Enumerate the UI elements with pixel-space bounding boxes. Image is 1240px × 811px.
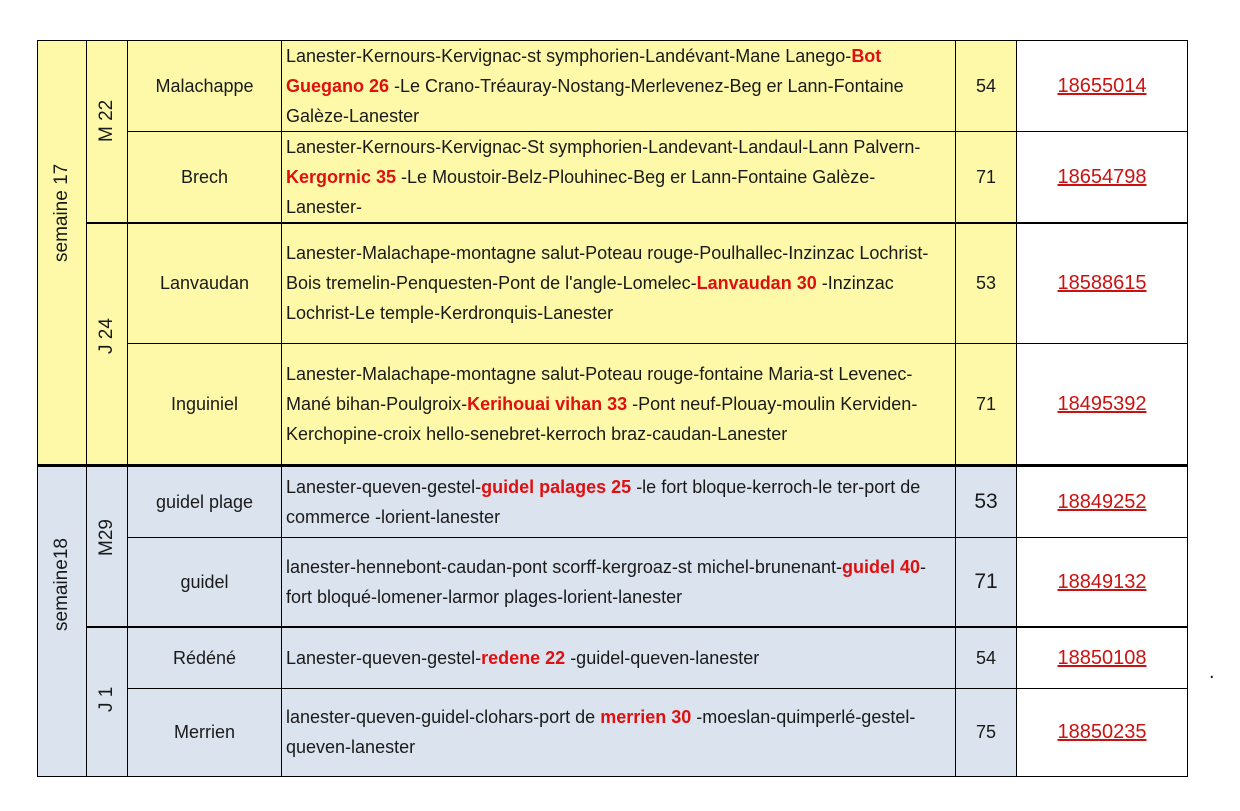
route-code-link[interactable]: 18655014 [1057,75,1147,97]
destination-cell: Rédéné [128,627,282,688]
route-code-cell [1017,465,1188,537]
table-row [38,343,1188,465]
highlight-stop: guidel palages 25 [481,476,632,497]
day-cell [87,223,128,465]
route-cell: lanester-hennebont-caudan-pont scorff-kergroaz-st michel-brunenant-guidel 40-fort bloqué-lomener-larmor plages-lorient-lanester [282,537,956,627]
route-cell: Lanester-queven-gestel-guidel palages 25 -le fort bloque-kerroch-le ter-port de commerce -lorient-lanester [282,465,956,537]
highlight-stop: Kergornic 35 [286,167,397,187]
destination-cell: guidel plage [128,465,282,537]
destination-cell: Brech [128,132,282,224]
destination-cell: Malachappe [128,41,282,132]
day-cell [87,627,128,776]
trailing-mark: . [1209,661,1215,683]
route-code-link[interactable]: 18588615 [1057,272,1147,295]
route-code-link[interactable]: 18850108 [1057,646,1147,669]
highlight-stop: Kerihouai vihan 33 [467,393,628,414]
route-code-cell [1017,343,1188,465]
route-code-link[interactable]: 18849252 [1057,490,1147,513]
highlight-stop: Bot Gueganо 26 [286,46,882,96]
route-cell: Lanester-Kernours-Kervignac-St symphorien-Landevant-Landaul-Lann Palvern-Kergornic 35 -Le Moustoir-Belz-Plouhinec-Beg er Lann-Fontaine Galèze-Lanester- [282,132,956,224]
highlight-stop: Lanvaudan 30 [696,273,817,294]
day-label: J 1 [96,686,117,712]
day-label: M29 [96,519,117,557]
day-cell [87,41,128,224]
table-row [38,537,1188,627]
schedule-table [37,40,1188,777]
table-row [38,223,1188,343]
route-code-cell [1017,41,1188,132]
highlight-stop: merrien 30 [600,707,692,727]
distance-cell: 71 [956,537,1017,627]
route-code-cell [1017,537,1188,627]
day-cell [87,465,128,627]
distance-cell: 53 [956,465,1017,537]
table-row [38,132,1188,224]
distance-cell: 54 [956,41,1017,132]
route-code-link[interactable]: 18654798 [1057,166,1147,188]
route-cell: Lanester-Malachape-montagne salut-Poteau rouge-fontaine Maria-st Levenec-Mané bihan-Poulgroix-Kerihouai vihan 33 -Pont neuf-Plouay-moulin Kerviden-Kerchopine-croix hello-senebret-kerroch braz-caudan-Lanester [282,343,956,465]
distance-cell: 71 [956,132,1017,224]
highlight-stop: guidel 40 [841,556,921,577]
route-code-cell [1017,627,1188,688]
distance-cell: 75 [956,688,1017,776]
route-code-link[interactable]: 18850235 [1057,721,1147,743]
route-cell: lanester-queven-guidel-clohars-port de merrien 30 -moeslan-quimperlé-gestel-queven-lanester [282,688,956,776]
week-cell [38,465,87,776]
route-cell: Lanester-queven-gestel-redene 22 -guidel-queven-lanester [282,627,956,688]
week-cell [38,41,87,466]
destination-cell: Merrien [128,688,282,776]
destination-cell: Inguiniel [128,343,282,465]
highlight-stop: redene 22 [481,647,566,668]
distance-cell: 54 [956,627,1017,688]
route-code-cell [1017,132,1188,224]
destination-cell: Lanvaudan [128,223,282,343]
distance-cell: 53 [956,223,1017,343]
route-cell: Lanester-Kernours-Kervignac-st symphorien-Landévant-Mane Lanego-Bot Gueganо 26 -Le Crano-Tréauray-Nostang-Merlevenez-Beg er Lann-Fontaine Galèze-Lanester [282,41,956,132]
distance-cell: 71 [956,343,1017,465]
table-row [38,688,1188,776]
week-label: semaine 17 [51,164,72,263]
table-row [38,627,1188,688]
destination-cell: guidel [128,537,282,627]
route-code-cell [1017,223,1188,343]
route-cell: Lanester-Malachape-montagne salut-Poteau rouge-Poulhallec-Inzinzac Lochrist-Bois tremelin-Penquesten-Pont de l'angle-Lomelec-Lanvaudan 30 -Inzinzac Lochrist-Le temple-Kerdronquis-Lanester [282,223,956,343]
route-code-link[interactable]: 18849132 [1057,570,1147,593]
table-row [38,465,1188,537]
week-label: semaine18 [51,538,72,631]
route-code-cell [1017,688,1188,776]
table-row [38,41,1188,132]
day-label: M 22 [96,99,117,142]
day-label: J 24 [96,317,117,354]
route-code-link[interactable]: 18495392 [1057,392,1147,415]
